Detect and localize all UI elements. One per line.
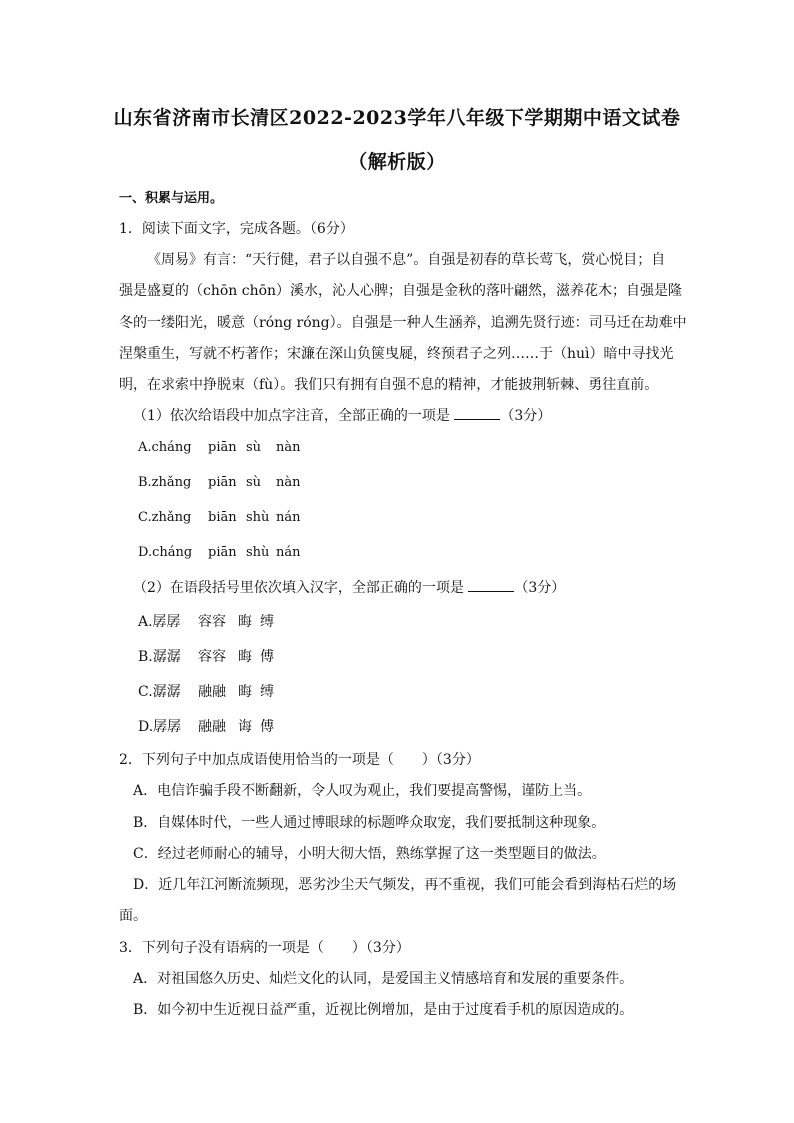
option-row[interactable]: B．如今初中生近视日益严重，近视比例增加，是由于过度看手机的原因造成的。 [133, 1002, 634, 1018]
option-text: sù [246, 475, 262, 490]
option-row[interactable] [138, 716, 274, 736]
option-row[interactable] [138, 545, 301, 560]
page-title: 山东省济南市长清区2022-2023学年八年级下学期期中语文试卷 [113, 107, 681, 129]
option-text: 傅 [260, 719, 274, 735]
option-text: D.孱孱 [138, 719, 182, 735]
option-row[interactable] [138, 475, 301, 490]
subquestion-1-stem: （1）依次给语段中加点字注音，全部正确的一项是 [133, 408, 455, 424]
option-row[interactable]: A．电信诈骗手段不断翻新，令人叹为观止，我们要提高警惕，谨防上当。 [133, 783, 592, 799]
option-text: 晦 [238, 614, 252, 630]
option-row[interactable]: B．自媒体时代，一些人通过博眼球的标题哗众取宠，我们要抵制这种现象。 [133, 815, 606, 831]
option-row[interactable] [138, 646, 274, 666]
option-text: shù [246, 545, 270, 560]
passage-line: 涅槃重生，写就不朽著作；宋濂在深山负箧曳屣，终预君子之列……于（huì）暗中寻找光 [119, 346, 674, 362]
option-text: 缚 [260, 684, 274, 700]
option-row[interactable]: D．近几年江河断流频现，恶劣沙尘天气频发，再不重视，我们可能会看到海枯石烂的场 [133, 877, 677, 893]
option-text: sù [246, 440, 262, 455]
option-text: piān [208, 475, 237, 490]
option-text: 晦 [238, 684, 252, 700]
section-heading: 一、积累与运用。 [119, 191, 224, 206]
option-text: C.zhǎng [138, 510, 192, 525]
option-text: biān [208, 510, 237, 525]
option-text: 容容 [198, 614, 226, 630]
question-3-stem: 3．下列句子没有语病的一项是（ ）（3分） [119, 940, 410, 956]
option-text: piān [208, 545, 237, 560]
option-text: D.cháng [138, 545, 193, 560]
subquestion-2-score: （3分） [514, 580, 566, 596]
option-text: A.孱孱 [138, 614, 181, 630]
option-row[interactable] [138, 510, 301, 525]
option-text: 傅 [260, 649, 274, 665]
passage-line: 明，在求索中挣脱束（fù）。我们只有拥有自强不息的精神，才能披荆斩棘、勇往直前。 [119, 377, 659, 393]
option-continuation: 面。 [119, 908, 147, 924]
option-text: B.zhǎng [138, 475, 192, 490]
option-text: C.潺潺 [138, 684, 181, 700]
answer-blank[interactable] [454, 405, 500, 420]
passage-line: 冬的一缕阳光，暖意（róng róng）。自强是一种人生涵养，追溯先贤行迹：司马迁在劫难中 [119, 315, 687, 331]
option-text: 融融 [198, 684, 226, 700]
option-row[interactable]: A．对祖国悠久历史、灿烂文化的认同，是爱国主义情感培育和发展的重要条件。 [133, 971, 634, 987]
option-text: 融融 [198, 719, 226, 735]
subquestion-1-score: （3分） [500, 408, 552, 424]
question-1-stem: 1．阅读下面文字，完成各题。（6分） [119, 221, 354, 237]
option-text: 容容 [198, 649, 226, 665]
option-text: nán [276, 545, 301, 560]
option-text: nàn [276, 475, 301, 490]
option-text: 晦 [238, 649, 252, 665]
answer-blank[interactable] [468, 577, 514, 592]
option-text: 缚 [260, 614, 274, 630]
subquestion-1 [133, 405, 551, 425]
subquestion-2 [133, 577, 565, 597]
option-text: A.cháng [138, 440, 192, 455]
passage-line: 强是盛夏的（chōn chōn）溪水，沁人心脾；自强是金秋的落叶翩然，滋养花木；自强是隆 [119, 283, 683, 299]
option-row[interactable] [138, 611, 274, 631]
subquestion-2-stem: （2）在语段括号里依次填入汉字，全部正确的一项是 [133, 580, 469, 596]
question-2-stem: 2．下列句子中加点成语使用恰当的一项是（ ）（3分） [119, 752, 480, 768]
option-row[interactable] [138, 681, 274, 701]
page-subtitle: （解析版） [348, 151, 446, 173]
option-text: shù [246, 510, 270, 525]
passage-line: 《周易》有言：“天行健，君子以自强不息”。自强是初春的草长莺飞，赏心悦目；自 [147, 252, 666, 268]
option-text: nàn [276, 440, 301, 455]
option-text: B.潺潺 [138, 649, 181, 665]
option-row[interactable] [138, 440, 301, 455]
option-text: 诲 [238, 719, 252, 735]
option-row[interactable]: C．经过老师耐心的辅导，小明大彻大悟，熟练掌握了这一类型题目的做法。 [133, 846, 606, 862]
option-text: nán [276, 510, 301, 525]
option-text: piān [208, 440, 237, 455]
